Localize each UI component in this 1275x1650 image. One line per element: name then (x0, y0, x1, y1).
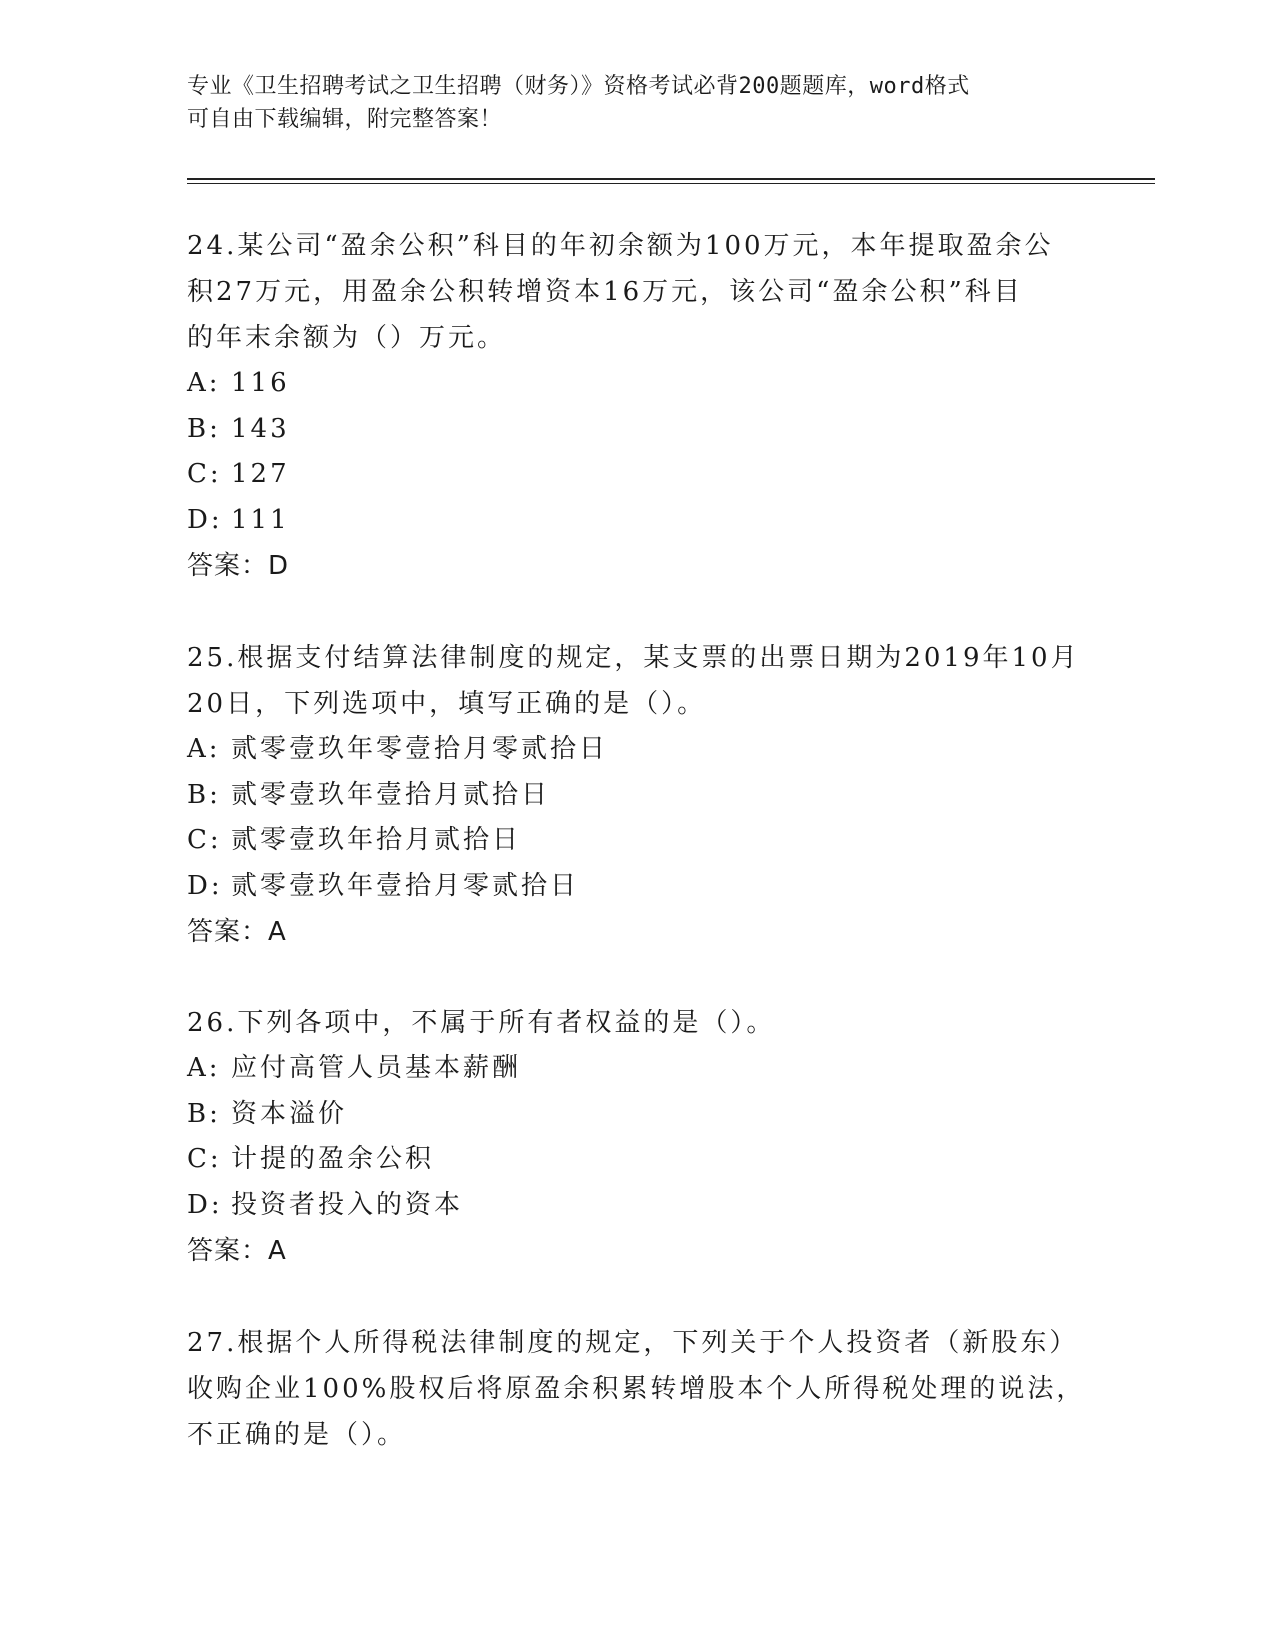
header-line-2: 可自由下载编辑，附完整答案！ (187, 107, 503, 132)
option-b (187, 773, 1087, 819)
option-text: 应付高管人员基本薪酬 (231, 1053, 522, 1083)
option-text: 贰零壹玖年壹拾月零贰拾日 (231, 870, 580, 901)
option-letter: D: (187, 1189, 223, 1220)
option-d (187, 498, 1087, 544)
option-text: 资本溢价 (231, 1098, 348, 1129)
option-a (187, 361, 1087, 407)
option-letter: B: (187, 779, 221, 810)
option-letter: C: (187, 825, 222, 855)
option-letter: C: (187, 1144, 222, 1174)
question-text-line: 不正确的是（）。 (187, 1420, 407, 1450)
option-text: 116 (231, 368, 290, 398)
question-27 (187, 1320, 1087, 1458)
option-text: 111 (231, 504, 290, 535)
option-c (187, 818, 1087, 864)
option-a (187, 1046, 1087, 1092)
option-letter: D: (187, 870, 223, 901)
answer: 答案：D (187, 551, 290, 581)
question-text-line: 积27万元，用盈余公积转增资本16万元，该公司“盈余公积”科目 (187, 277, 1023, 307)
header-divider (187, 178, 1155, 180)
question-text-line: 24.某公司“盈余公积”科目的年初余额为100万元，本年提取盈余公 (187, 231, 1054, 261)
question-text-line: 27.根据个人所得税法律制度的规定，下列关于个人投资者（新股东） (187, 1328, 1079, 1358)
page-header (187, 70, 1067, 136)
option-letter: C: (187, 459, 222, 489)
option-letter: B: (187, 1098, 221, 1129)
option-letter: D: (187, 504, 223, 535)
option-d (187, 864, 1087, 910)
question-24 (187, 223, 1087, 589)
option-text: 计提的盈余公积 (231, 1144, 435, 1174)
question-text-line: 20日，下列选项中，填写正确的是（）。 (187, 689, 707, 719)
question-text-line: 26.下列各项中，不属于所有者权益的是（）。 (187, 1008, 776, 1038)
question-25 (187, 635, 1087, 955)
option-a (187, 727, 1087, 773)
question-text-line: 收购企业100%股权后将原盈余积累转增股本个人所得税处理的说法， (187, 1374, 1086, 1404)
option-text: 贰零壹玖年拾月贰拾日 (231, 825, 522, 855)
option-letter: A: (187, 734, 221, 764)
option-text: 127 (231, 459, 290, 489)
option-text: 投资者投入的资本 (231, 1189, 464, 1220)
answer: 答案：A (187, 917, 287, 947)
option-text: 143 (231, 413, 290, 444)
question-26 (187, 1000, 1087, 1274)
answer: 答案：A (187, 1236, 287, 1266)
option-text: 贰零壹玖年壹拾月贰拾日 (231, 779, 551, 810)
option-letter: A: (187, 368, 221, 398)
question-text-line: 25.根据支付结算法律制度的规定，某支票的出票日期为2019年10月 (187, 643, 1080, 673)
option-text: 贰零壹玖年零壹拾月零贰拾日 (231, 734, 609, 764)
header-divider-thin (187, 183, 1155, 184)
option-c (187, 1137, 1087, 1183)
header-line-1: 专业《卫生招聘考试之卫生招聘（财务）》资格考试必背200题题库，word格式 (187, 74, 970, 99)
question-text-line: 的年末余额为（）万元。 (187, 323, 507, 353)
option-b (187, 407, 1087, 453)
option-letter: A: (187, 1053, 221, 1083)
option-c (187, 452, 1087, 498)
option-b (187, 1092, 1087, 1138)
option-d (187, 1183, 1087, 1229)
option-letter: B: (187, 413, 221, 444)
